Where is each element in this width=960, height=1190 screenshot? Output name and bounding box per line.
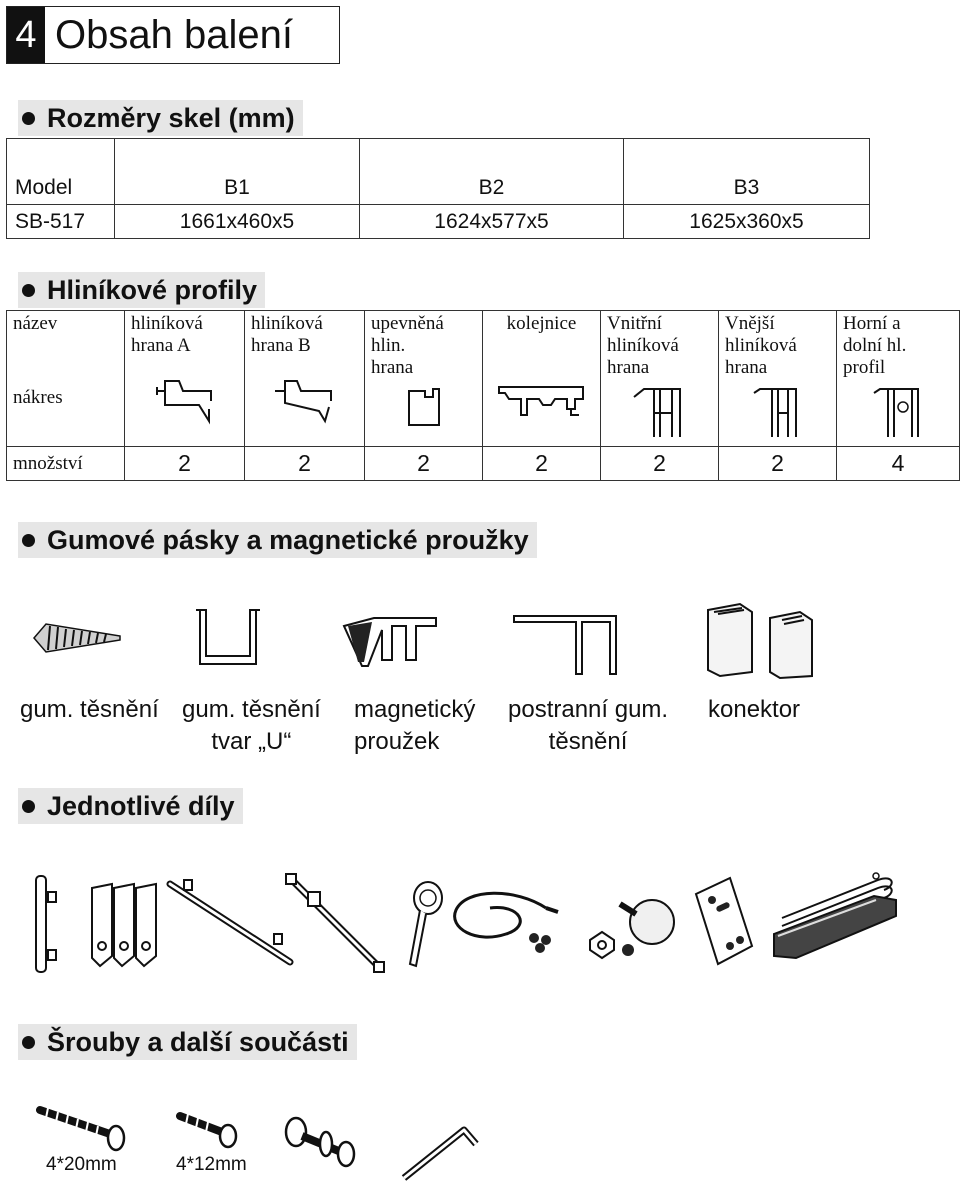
short-screw-icon xyxy=(176,1110,240,1150)
fixed-edge-icon xyxy=(399,385,449,431)
profile-col-fixed xyxy=(365,311,483,447)
fixed-name-3: hrana xyxy=(371,357,414,378)
bullet-icon xyxy=(22,534,35,547)
hex-key-icon xyxy=(396,1112,482,1186)
rail-name: kolejnice xyxy=(506,313,577,334)
qty-inner: 2 xyxy=(601,447,719,481)
fixed-name-1: upevněná xyxy=(371,313,444,334)
qty-b: 2 xyxy=(245,447,365,481)
outer-name-2: hliníková xyxy=(725,335,797,356)
long-screw-icon xyxy=(36,1104,130,1152)
magnetic-strip-label: magnetický proužek xyxy=(354,696,476,755)
qty-outer: 2 xyxy=(719,447,837,481)
qty-fixed: 2 xyxy=(365,447,483,481)
title-text: Obsah balení xyxy=(55,12,293,57)
qty-label: množství xyxy=(7,447,125,481)
section-profiles: Hliníkové profily xyxy=(18,272,265,308)
section-rubber: Gumové pásky a magnetické proužky xyxy=(18,522,537,558)
connector-label: konektor xyxy=(708,696,801,723)
qty-topbottom: 4 xyxy=(837,447,960,481)
u-seal-label: gum. těsnění tvar „U“ xyxy=(182,696,321,755)
connector-icon xyxy=(700,600,822,680)
side-seal-icon xyxy=(512,612,622,678)
shower-head-icon xyxy=(400,880,446,970)
towel-bar-icon xyxy=(162,876,298,970)
fixed-name-2: hlin. xyxy=(371,335,406,356)
profile-col-outer xyxy=(719,311,837,447)
profile-col-a xyxy=(125,311,245,447)
outer-name-3: hrana xyxy=(725,357,768,378)
shower-hose-icon xyxy=(446,884,562,956)
topbottom-name-3: profil xyxy=(843,357,886,378)
rubber-seal-label: gum. těsnění xyxy=(20,696,159,723)
qty-rail: 2 xyxy=(483,447,601,481)
glass-cell-b2: 1624x577x5 xyxy=(360,205,624,239)
top-bottom-profile-icon xyxy=(868,385,928,439)
bullet-icon xyxy=(22,284,35,297)
side-seal-label: postranní gum. těsnění xyxy=(508,696,669,755)
profile-b-icon xyxy=(273,379,337,431)
profile-a-icon xyxy=(153,379,217,431)
shelf-icon xyxy=(768,870,904,970)
profile-col-b xyxy=(245,311,365,447)
profiles-table xyxy=(6,310,960,481)
profile-a-name-1: hliníková xyxy=(131,313,203,334)
glass-cell-model: SB-517 xyxy=(7,205,115,239)
rubber-seal-icon xyxy=(32,618,124,658)
glass-table xyxy=(6,138,870,239)
section-glass: Rozměry skel (mm) xyxy=(18,100,303,136)
u-seal-icon xyxy=(192,606,268,670)
name-label: název xyxy=(13,313,58,334)
inner-edge-icon xyxy=(630,385,690,439)
profile-col-rail xyxy=(483,311,601,447)
bolt-icon xyxy=(280,1110,362,1170)
glass-header-b2: B2 xyxy=(360,139,624,205)
glass-header-b1: B1 xyxy=(115,139,360,205)
section-screws: Šrouby a další součásti xyxy=(18,1024,357,1060)
bullet-icon xyxy=(22,800,35,813)
outer-edge-icon xyxy=(748,385,808,439)
profile-a-name-2: hrana A xyxy=(131,335,191,356)
mixer-knob-icon xyxy=(584,888,692,962)
drawing-label: nákres xyxy=(13,387,63,408)
inner-name-3: hrana xyxy=(607,357,650,378)
magnetic-strip-icon xyxy=(340,612,440,668)
short-screw-label: 4*12mm xyxy=(176,1154,247,1175)
inner-name-2: hliníková xyxy=(607,335,679,356)
topbottom-name-1: Horní a xyxy=(843,313,901,334)
profile-labels-cell xyxy=(7,311,125,447)
qty-a: 2 xyxy=(125,447,245,481)
profile-b-name-2: hrana B xyxy=(251,335,311,356)
bullet-icon xyxy=(22,1036,35,1049)
section-parts: Jednotlivé díly xyxy=(18,788,243,824)
profile-col-inner xyxy=(601,311,719,447)
topbottom-name-2: dolní hl. xyxy=(843,335,907,356)
profile-b-name-1: hliníková xyxy=(251,313,323,334)
rail-icon xyxy=(495,381,589,433)
bullet-icon xyxy=(22,112,35,125)
hinge-block-icon xyxy=(690,874,758,970)
handle-icon xyxy=(26,872,62,976)
profile-col-topbottom xyxy=(837,311,960,447)
page-title xyxy=(6,6,340,64)
glass-cell-b1: 1661x460x5 xyxy=(115,205,360,239)
soap-dispenser-icon xyxy=(88,880,160,972)
inner-name-1: Vnitřní xyxy=(607,313,662,334)
glass-header-model: Model xyxy=(7,139,115,205)
long-screw-label: 4*20mm xyxy=(46,1154,117,1175)
glass-header-b3: B3 xyxy=(624,139,870,205)
outer-name-1: Vnější xyxy=(725,313,775,334)
section-number: 4 xyxy=(7,7,45,63)
slide-bar-icon xyxy=(282,870,388,978)
glass-cell-b3: 1625x360x5 xyxy=(624,205,870,239)
